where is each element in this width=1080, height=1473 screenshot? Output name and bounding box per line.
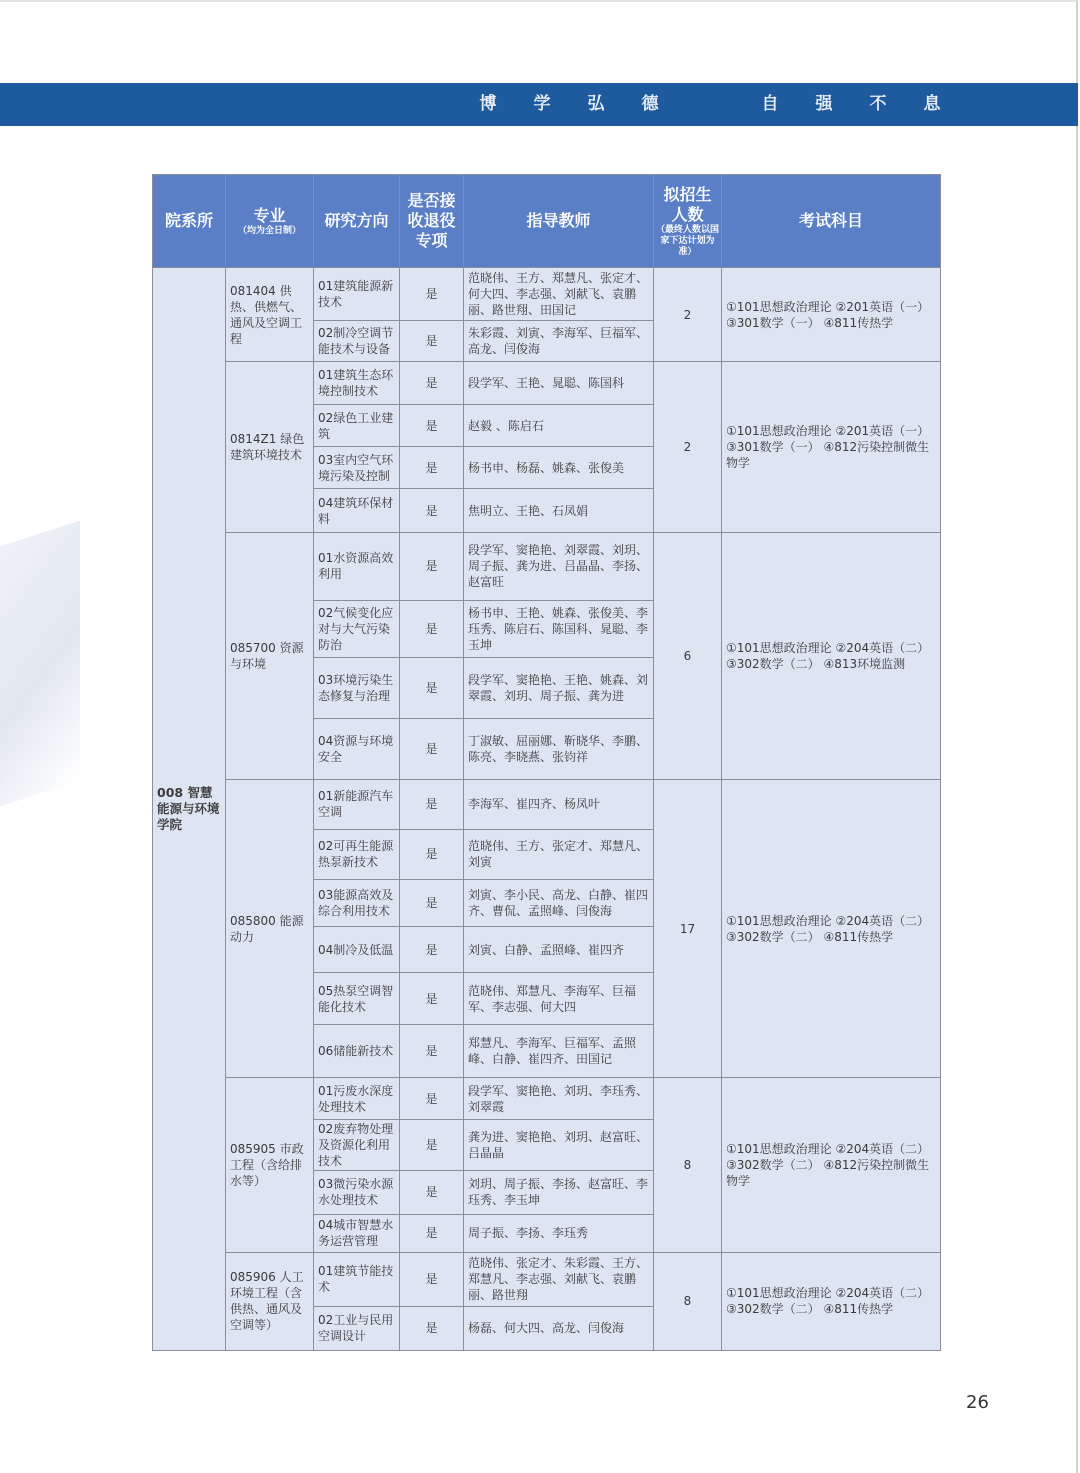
advisors-cell: 范晓伟、郑慧凡、李海军、巨福军、李志强、何大四 [464,973,654,1025]
header-exams: 考试科目 [722,175,941,268]
direction-cell: 03室内空气环境污染及控制 [314,447,400,489]
exams-cell: ①101思想政治理论 ②204英语（二） ③302数学（二） ④813环境监测 [722,533,941,779]
major-cell: 085800 能源动力 [226,779,314,1078]
veteran-cell: 是 [400,1306,464,1350]
department-cell: 008 智慧能源与环境学院 [153,268,226,1351]
direction-cell: 05热泵空调智能化技术 [314,973,400,1025]
direction-cell: 06储能新技术 [314,1025,400,1078]
header-department: 院系所 [153,175,226,268]
advisors-cell: 刘寅、白静、孟照峰、崔四齐 [464,927,654,973]
veteran-cell: 是 [400,779,464,829]
advisors-cell: 段学军、窦艳艳、刘翠霞、刘玥、周子振、龚为进、吕晶晶、李扬、赵富旺 [464,533,654,600]
direction-cell: 04制冷及低温 [314,927,400,973]
header-major [226,175,314,268]
table-row [153,362,941,405]
direction-cell: 03环境污染生态修复与治理 [314,657,400,718]
veteran-cell: 是 [400,447,464,489]
veteran-cell: 是 [400,600,464,657]
direction-cell: 01水资源高效利用 [314,533,400,600]
veteran-cell: 是 [400,533,464,600]
advisors-cell: 郑慧凡、李海军、巨福军、孟照峰、白静、崔四齐、田国记 [464,1025,654,1078]
veteran-cell: 是 [400,489,464,533]
header-major-label: 专业 [253,205,286,225]
header-quota [654,175,722,268]
advisors-cell: 周子振、李扬、李珏秀 [464,1214,654,1252]
major-cell: 081404 供热、供燃气、通风及空调工程 [226,268,314,362]
direction-cell: 01新能源汽车空调 [314,779,400,829]
quota-cell: 17 [654,779,722,1078]
direction-cell: 03能源高效及综合利用技术 [314,880,400,927]
direction-cell: 04建筑环保材料 [314,489,400,533]
veteran-cell: 是 [400,1078,464,1120]
veteran-cell: 是 [400,1120,464,1170]
motto-char: 息 [923,94,941,114]
motto-left [461,83,677,126]
table-row [153,1078,941,1120]
motto-char: 德 [641,94,659,114]
admissions-table [152,174,941,1351]
advisors-cell: 朱彩霞、刘寅、李海军、巨福军、高龙、闫俊海 [464,321,654,362]
decorative-shape [0,521,80,820]
veteran-cell: 是 [400,268,464,321]
exams-cell: ①101思想政治理论 ②201英语（一） ③301数学（一） ④812污染控制微生物学 [722,362,941,533]
header-quota-note: （最终人数以国家下达计划为准） [656,224,720,257]
motto-char: 博 [479,94,497,114]
quota-cell: 6 [654,533,722,779]
advisors-cell: 范晓伟、王方、张定才、郑慧凡、刘寅 [464,829,654,879]
direction-cell: 02废弃物处理及资源化利用技术 [314,1120,400,1170]
direction-cell: 01建筑能源新技术 [314,268,400,321]
table-row [153,779,941,829]
table-header-row [153,175,941,268]
advisors-cell: 范晓伟、张定才、朱彩霞、王方、郑慧凡、李志强、刘献飞、袁鹏丽、路世翔 [464,1252,654,1306]
motto-char: 学 [533,94,551,114]
direction-cell: 01污废水深度处理技术 [314,1078,400,1120]
veteran-cell: 是 [400,405,464,447]
veteran-cell: 是 [400,321,464,362]
direction-cell: 02工业与民用空调设计 [314,1306,400,1350]
quota-cell: 2 [654,362,722,533]
advisors-cell: 刘寅、李小民、高龙、白静、崔四齐、曹侃、孟照峰、闫俊海 [464,880,654,927]
veteran-cell: 是 [400,1170,464,1214]
advisors-cell: 龚为进、窦艳艳、刘玥、赵富旺、吕晶晶 [464,1120,654,1170]
table-row [153,1252,941,1306]
header-banner [0,83,1078,126]
advisors-cell: 范晓伟、王方、郑慧凡、张定才、何大四、李志强、刘献飞、袁鹏丽、路世翔、田国记 [464,268,654,321]
direction-cell: 04城市智慧水务运营管理 [314,1214,400,1252]
advisors-cell: 杨书申、王艳、姚森、张俊美、李珏秀、陈启石、陈国科、晁聪、李玉坤 [464,600,654,657]
direction-cell: 01建筑生态环境控制技术 [314,362,400,405]
exams-cell: ①101思想政治理论 ②204英语（二） ③302数学（二） ④811传热学 [722,779,941,1078]
major-cell: 085905 市政工程（含给排水等） [226,1078,314,1252]
quota-cell: 8 [654,1252,722,1350]
direction-cell: 04资源与环境安全 [314,718,400,779]
advisors-cell: 焦明立、王艳、石凤娟 [464,489,654,533]
veteran-cell: 是 [400,657,464,718]
exams-cell: ①101思想政治理论 ②204英语（二） ③302数学（二） ④811传热学 [722,1252,941,1350]
advisors-cell: 杨磊、何大四、高龙、闫俊海 [464,1306,654,1350]
direction-cell: 02可再生能源热泵新技术 [314,829,400,879]
veteran-cell: 是 [400,1214,464,1252]
veteran-cell: 是 [400,718,464,779]
direction-cell: 03微污染水源水处理技术 [314,1170,400,1214]
header-veteran: 是否接收退役专项 [400,175,464,268]
quota-cell: 2 [654,268,722,362]
motto-char: 不 [869,94,887,114]
advisors-cell: 杨书申、杨磊、姚森、张俊美 [464,447,654,489]
exams-cell: ①101思想政治理论 ②204英语（二） ③302数学（二） ④812污染控制微生物学 [722,1078,941,1252]
header-direction: 研究方向 [314,175,400,268]
header-advisors: 指导教师 [464,175,654,268]
motto-right [743,83,959,126]
direction-cell: 01建筑节能技术 [314,1252,400,1306]
direction-cell: 02气候变化应对与大气污染防治 [314,600,400,657]
motto-char: 强 [815,94,833,114]
advisors-cell: 赵毅 、陈启石 [464,405,654,447]
major-cell: 085700 资源与环境 [226,533,314,779]
table-row [153,533,941,600]
header-quota-label: 拟招生人数 [663,184,712,224]
major-cell: 085906 人工环境工程（含供热、通风及空调等） [226,1252,314,1350]
veteran-cell: 是 [400,927,464,973]
direction-cell: 02制冷空调节能技术与设备 [314,321,400,362]
quota-cell: 8 [654,1078,722,1252]
direction-cell: 02绿色工业建筑 [314,405,400,447]
advisors-cell: 段学军、王艳、晁聪、陈国科 [464,362,654,405]
advisors-cell: 刘玥、周子振、李扬、赵富旺、李珏秀、李玉坤 [464,1170,654,1214]
exams-cell: ①101思想政治理论 ②201英语（一） ③301数学（一） ④811传热学 [722,268,941,362]
major-cell: 0814Z1 绿色建筑环境技术 [226,362,314,533]
veteran-cell: 是 [400,973,464,1025]
veteran-cell: 是 [400,829,464,879]
advisors-cell: 李海军、崔四齐、杨凤叶 [464,779,654,829]
advisors-cell: 段学军、窦艳艳、王艳、姚森、刘翠霞、刘玥、周子振、龚为进 [464,657,654,718]
veteran-cell: 是 [400,362,464,405]
veteran-cell: 是 [400,1252,464,1306]
table-row [153,268,941,321]
advisors-cell: 段学军、窦艳艳、刘玥、李珏秀、刘翠霞 [464,1078,654,1120]
header-major-note: （均为全日制） [237,225,301,236]
motto-char: 自 [761,94,779,114]
veteran-cell: 是 [400,880,464,927]
motto-char: 弘 [587,94,605,114]
page-number: 26 [966,1392,989,1413]
advisors-cell: 丁淑敏、屈丽娜、靳晓华、李鹏、陈亮、李晓燕、张钧祥 [464,718,654,779]
veteran-cell: 是 [400,1025,464,1078]
